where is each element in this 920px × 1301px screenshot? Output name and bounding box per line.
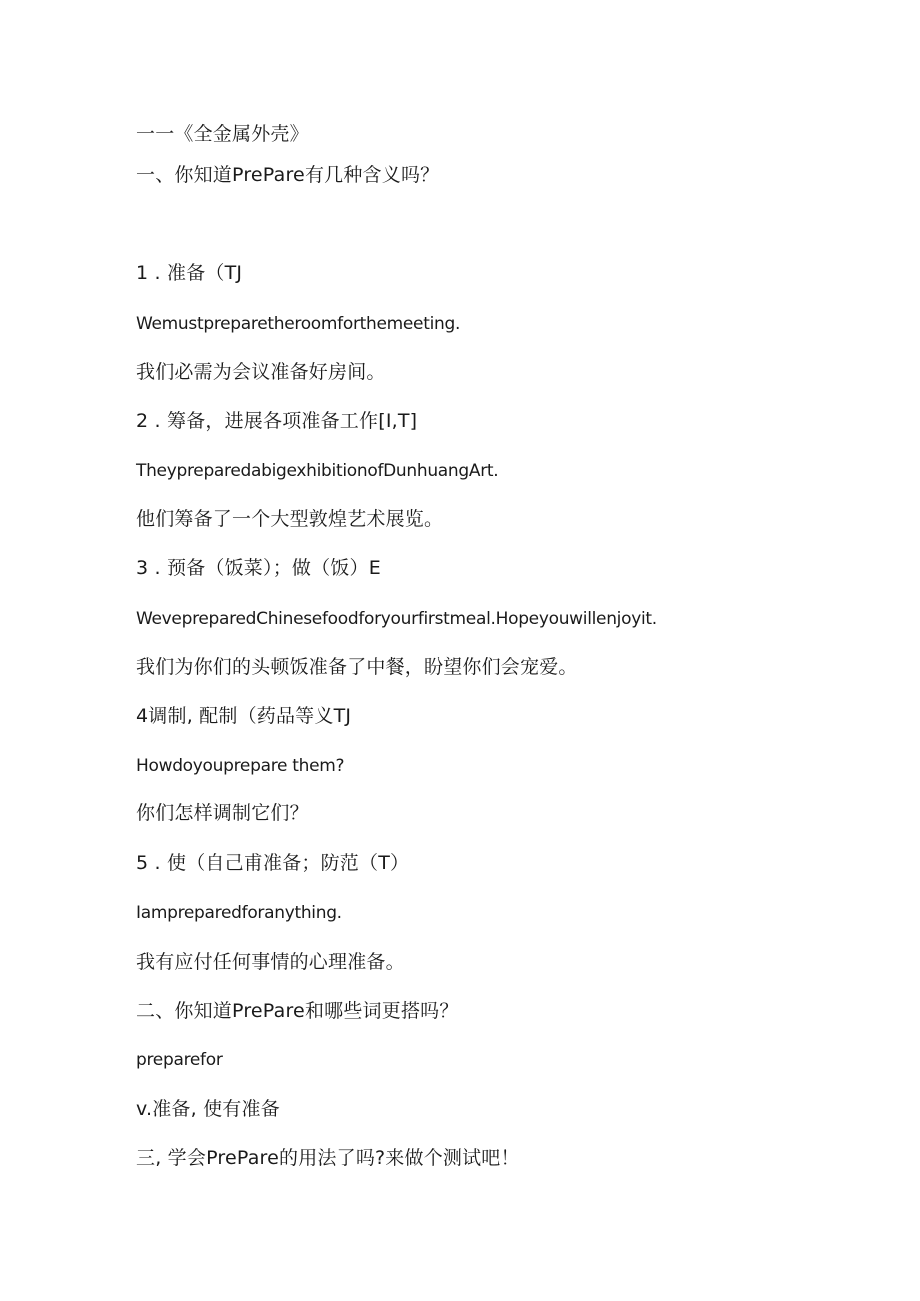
example-en-1: Wemustpreparetheroomforthemeeting. [136,314,461,334]
example-zh-2: 他们筹备了一个大型敦煌艺术展览。 [136,508,444,530]
example-en-5: Iampreparedforanything. [136,903,342,923]
example-en-2: TheypreparedabigexhibitionofDunhuangArt. [136,461,499,481]
meaning-3: 3 . 预备（饭菜）；做（饭）E [136,557,381,579]
collocation-term: preparefor [136,1050,223,1070]
section-heading-2: 二、你知道PrePare和哪些词更搭吗？ [136,1000,459,1022]
meaning-4: 4调制, 配制（药品等义TJ [136,705,352,727]
collocation-definition: v.准备, 使有准备 [136,1098,280,1120]
meaning-1: 1 . 准备（TJ [136,262,243,284]
doc-title: 一一《全金属外壳》 [136,123,309,145]
section-heading-3: 三, 学会PrePare的用法了吗?来做个测试吧！ [136,1147,520,1169]
example-zh-4: 你们怎样调制它们？ [136,802,309,824]
meaning-5: 5 . 使（自己甫准备；防范（T） [136,852,410,874]
example-en-3: WevepreparedChinesefoodforyourfirstmeal.Hopeyouwillenjoyit. [136,609,657,629]
meaning-2: 2 . 筹备，进展各项准备工作[I,T] [136,410,418,432]
example-zh-1: 我们必需为会议准备好房间。 [136,361,386,383]
example-zh-3: 我们为你们的头顿饭准备了中餐，盼望你们会宠爱。 [136,656,578,678]
example-zh-5: 我有应付任何事情的心理准备。 [136,951,405,973]
example-en-4: Howdoyouprepare them? [136,756,345,776]
section-heading-1: 一、你知道PrePare有几种含义吗？ [136,164,440,186]
